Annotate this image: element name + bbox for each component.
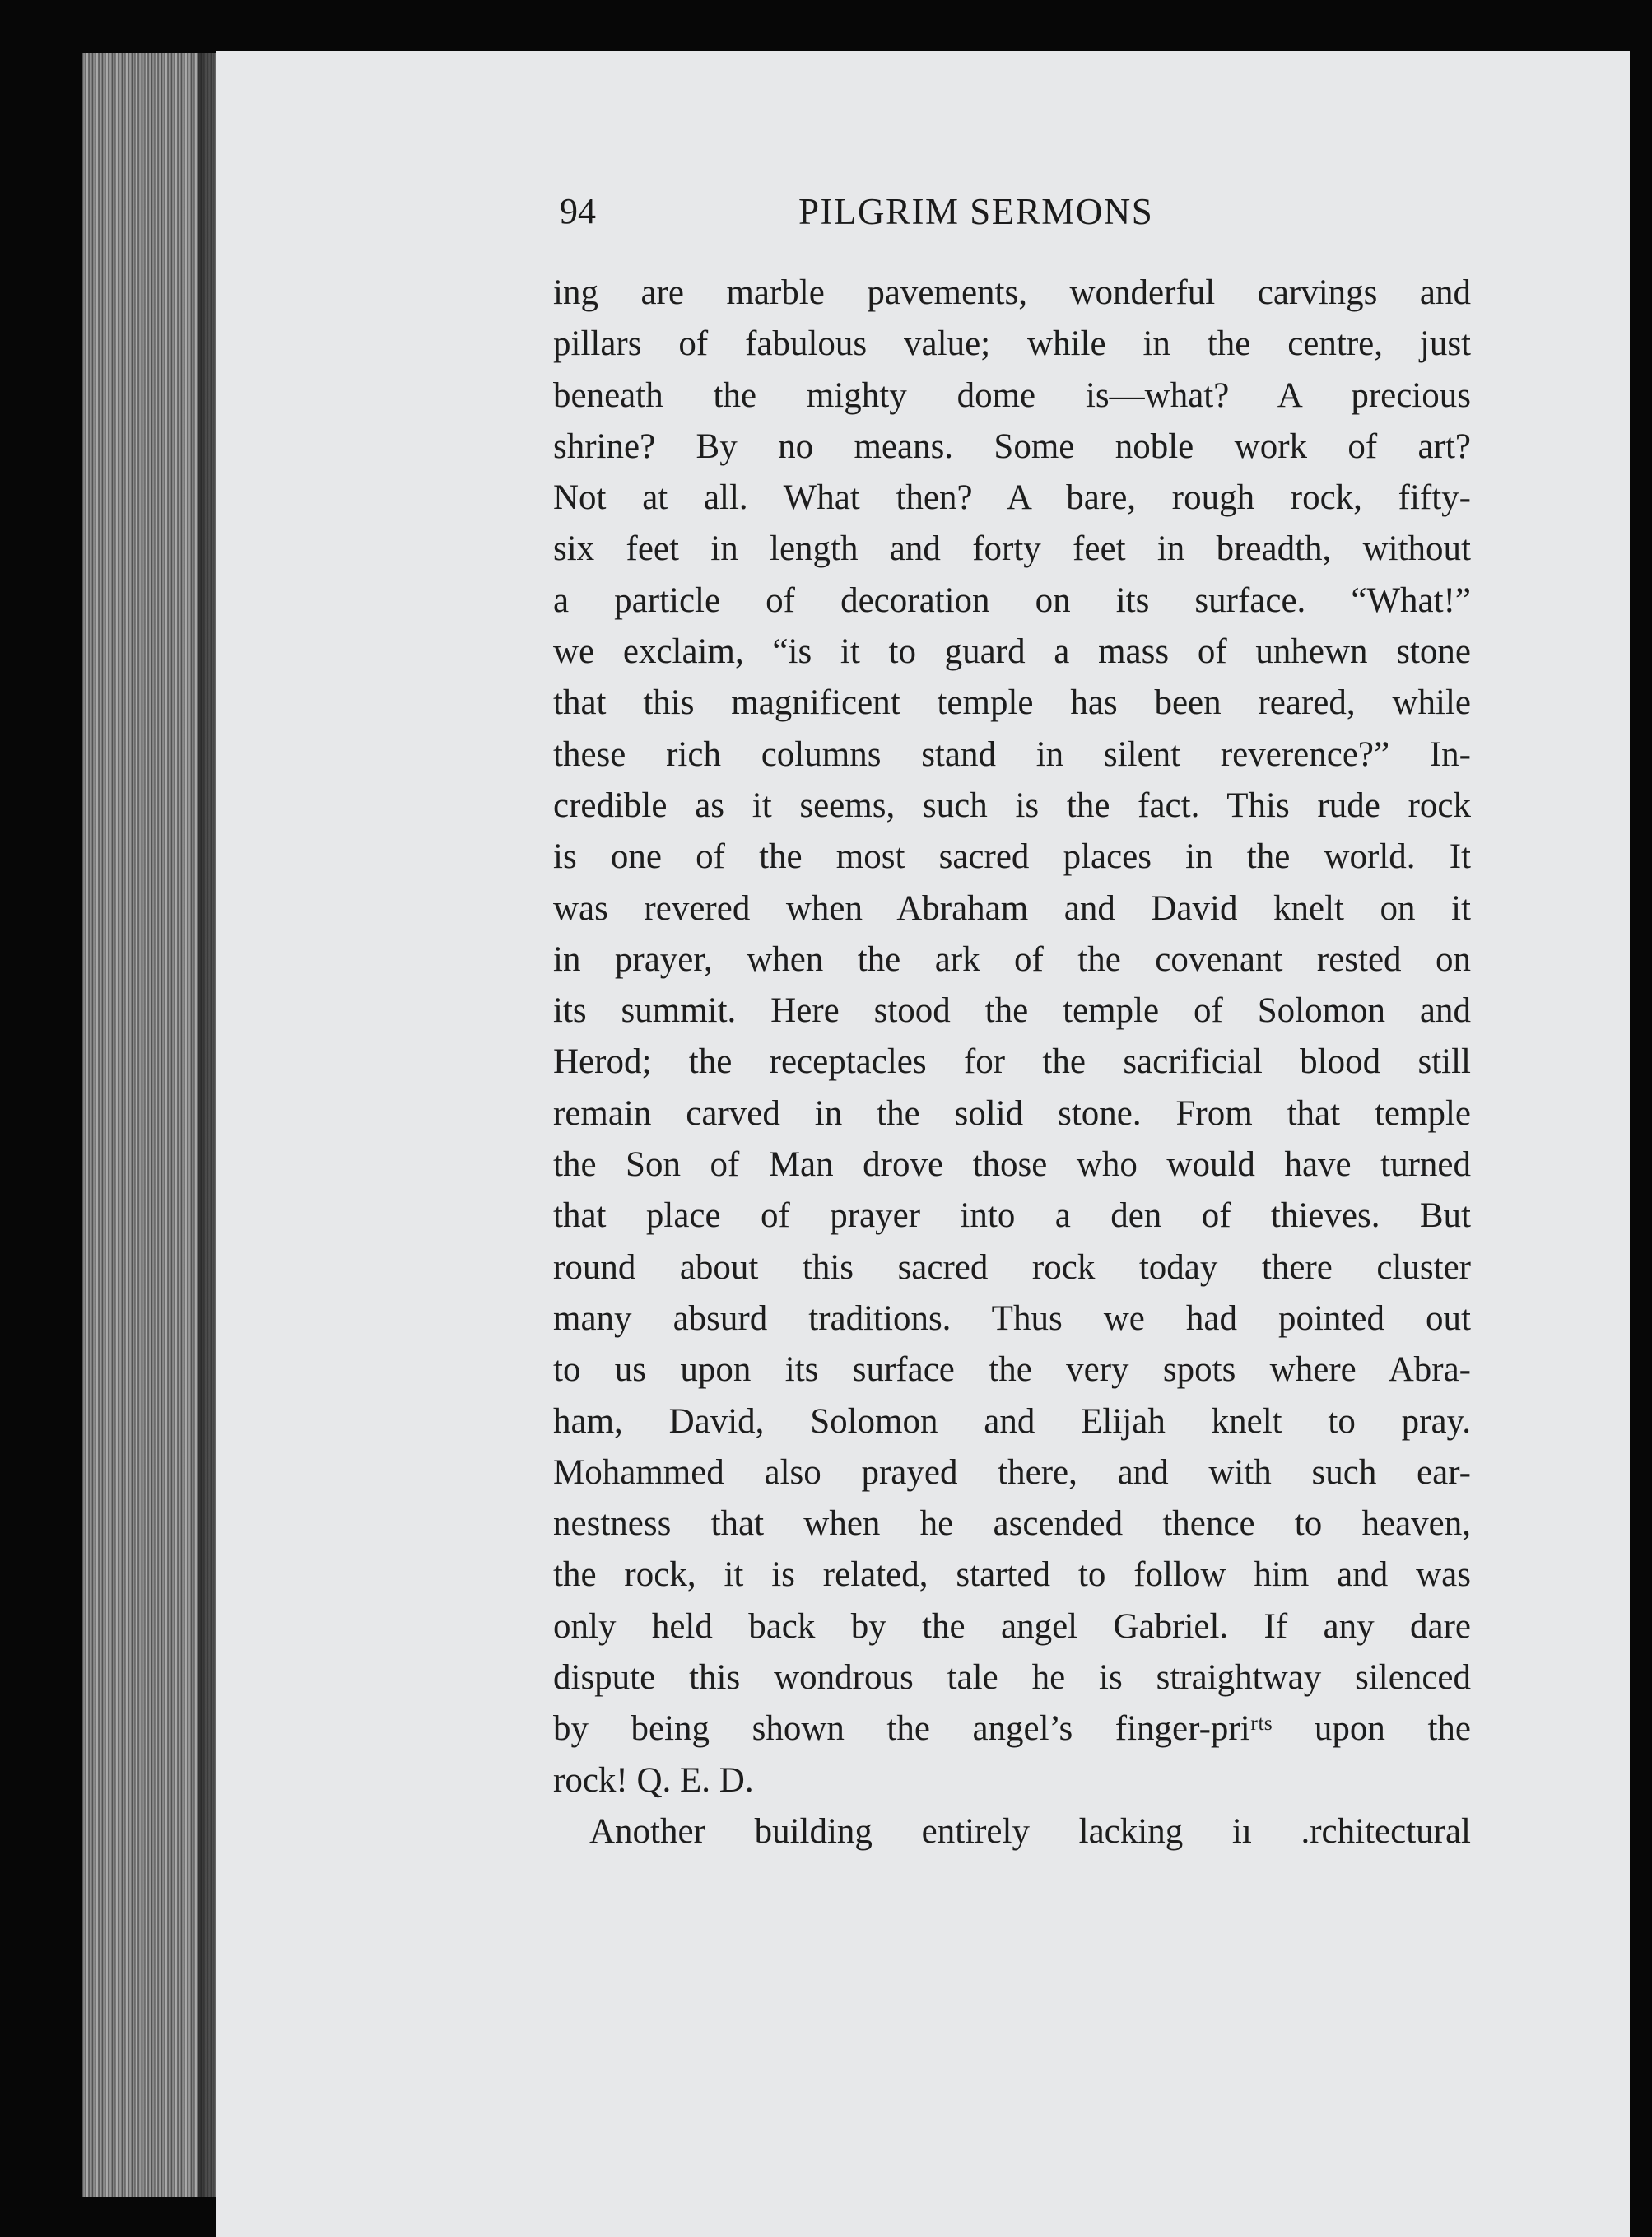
text-line: by being shown the angel’s finger-priʳᵗˢ upon the <box>553 1709 1471 1749</box>
text-line: ing are marble pavements, wonderful carvings and <box>553 273 1471 312</box>
text-line: dispute this wondrous tale he is straightway silenced <box>553 1658 1471 1698</box>
text-line: rock! Q. E. D. <box>553 1760 754 1800</box>
text-line: many absurd traditions. Thus we had pointed out <box>553 1298 1471 1338</box>
text-line: beneath the mighty dome is—what? A precious <box>553 375 1471 415</box>
text-line: round about this sacred rock today there cluster <box>553 1247 1471 1287</box>
text-line: Mohammed also prayed there, and with such ear- <box>553 1452 1471 1492</box>
text-line: six feet in length and forty feet in breadth, without <box>553 529 1471 569</box>
text-line: remain carved in the solid stone. From that temple <box>553 1093 1471 1133</box>
text-line: its summit. Here stood the temple of Solomon and <box>553 991 1471 1031</box>
page-header <box>560 187 1226 245</box>
text-line: a particle of decoration on its surface. “What!” <box>553 580 1471 620</box>
text-line: Another building entirely lacking iı .rchitectural <box>589 1811 1471 1851</box>
book-page-edges <box>82 53 230 2197</box>
text-line: pillars of fabulous value; while in the centre, just <box>553 324 1471 364</box>
running-head: PILGRIM SERMONS <box>798 191 1154 232</box>
text-line: that this magnificent temple has been reared, while <box>553 683 1471 723</box>
body-text <box>553 268 1471 1857</box>
text-line: credible as it seems, such is the fact. This rude rock <box>553 785 1471 825</box>
text-line: shrine? By no means. Some noble work of art? <box>553 426 1471 466</box>
text-line: we exclaim, “is it to guard a mass of unhewn stone <box>553 632 1471 672</box>
text-line: Herod; the receptacles for the sacrificial blood still <box>553 1042 1471 1082</box>
text-line: in prayer, when the ark of the covenant rested on <box>553 939 1471 979</box>
text-line: Not at all. What then? A bare, rough rock, fifty- <box>553 478 1471 518</box>
text-line: the Son of Man drove those who would have turned <box>553 1145 1471 1185</box>
text-line: these rich columns stand in silent reverence?” In- <box>553 734 1471 774</box>
text-line: was revered when Abraham and David knelt on it <box>553 888 1471 928</box>
text-line: to us upon its surface the very spots where Abra- <box>553 1350 1471 1390</box>
text-line: ham, David, Solomon and Elijah knelt to pray. <box>553 1401 1471 1441</box>
text-line: the rock, it is related, started to follow him and was <box>553 1555 1471 1595</box>
text-line: is one of the most sacred places in the world. It <box>553 837 1471 877</box>
page-number: 94 <box>560 191 596 231</box>
text-line: only held back by the angel Gabriel. If any dare <box>553 1606 1471 1646</box>
text-line: nestness that when he ascended thence to heaven, <box>553 1504 1471 1544</box>
text-line: that place of prayer into a den of thieves. But <box>553 1196 1471 1236</box>
